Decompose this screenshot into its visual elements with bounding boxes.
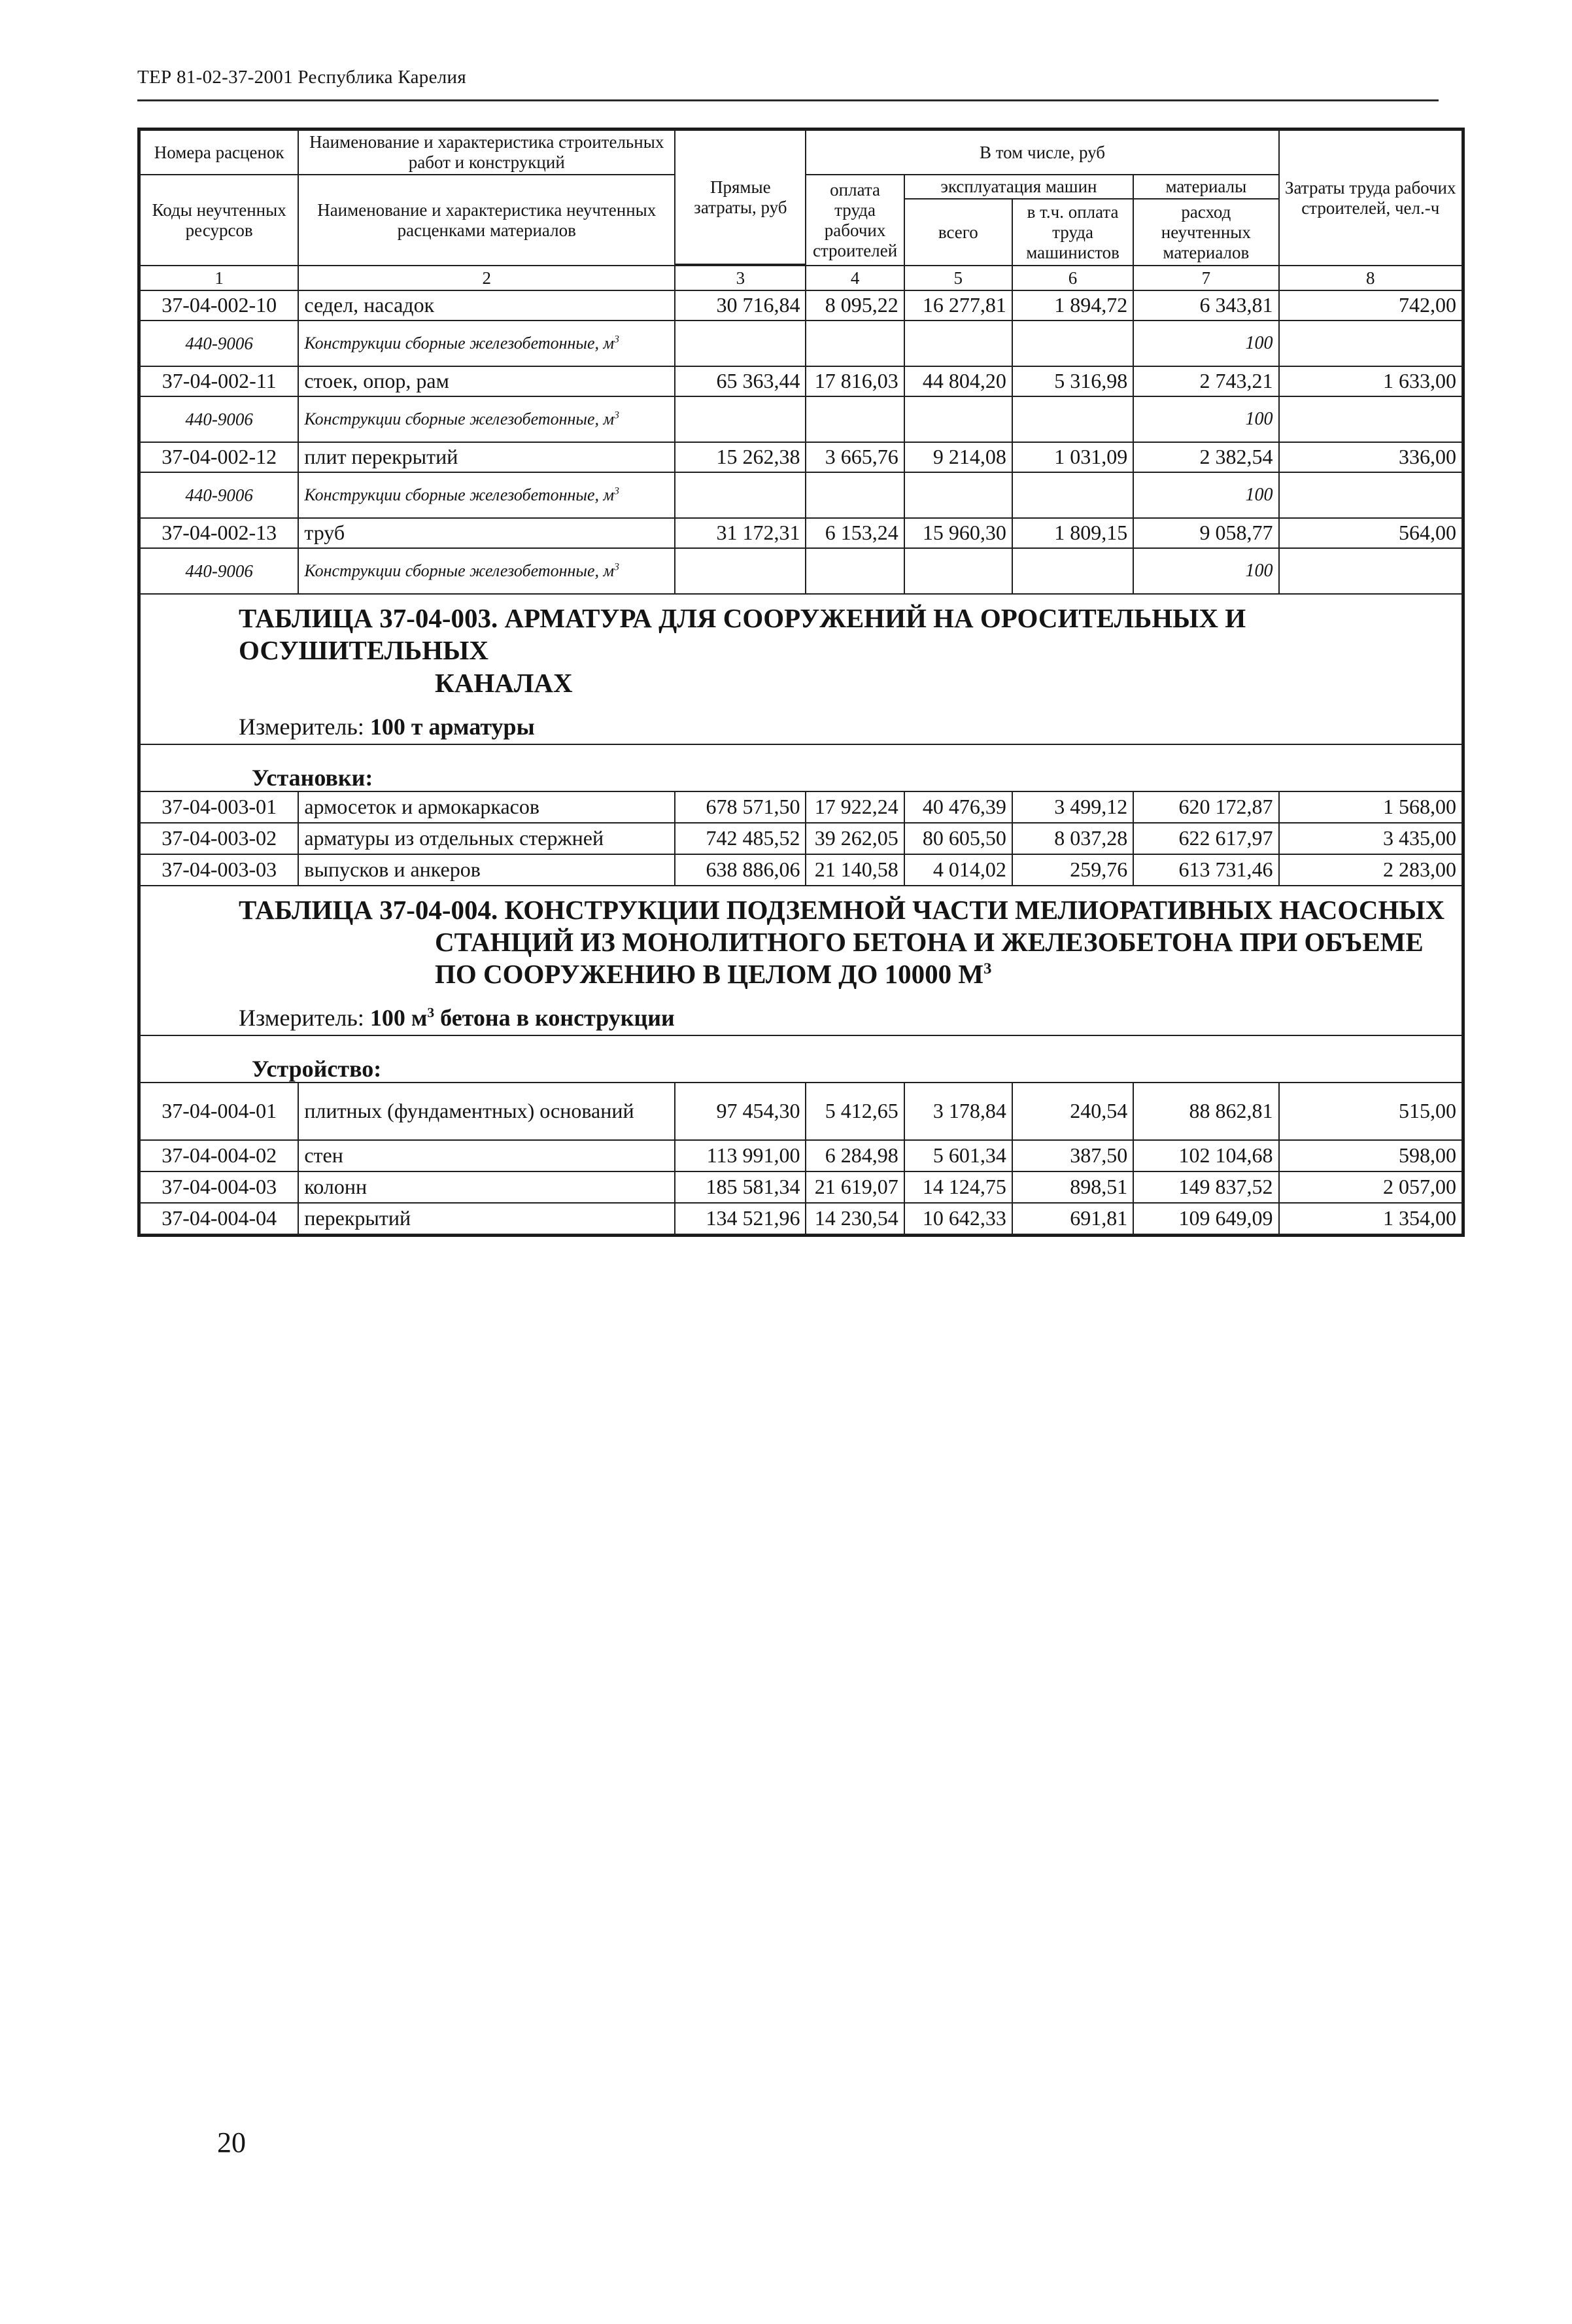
table4-title bbox=[140, 886, 1462, 991]
machines-pay: 1 031,09 bbox=[1012, 442, 1133, 472]
col-num: 4 bbox=[806, 266, 904, 290]
table-row bbox=[140, 823, 1462, 854]
labor-pay: 39 262,05 bbox=[806, 823, 904, 854]
labor-hours: 598,00 bbox=[1279, 1140, 1462, 1171]
table-row bbox=[140, 290, 1462, 321]
table-row bbox=[140, 518, 1462, 548]
rates-table bbox=[139, 130, 1463, 1235]
superscript: 3 bbox=[614, 561, 619, 573]
materials: 2 382,54 bbox=[1133, 442, 1278, 472]
table4-title-line1: ТАБЛИЦА 37-04-004. КОНСТРУКЦИИ ПОДЗЕМНОЙ ЧАСТИ МЕЛИОРАТИВНЫХ НАСОСНЫХ bbox=[239, 894, 1445, 925]
labor-pay: 3 665,76 bbox=[806, 442, 904, 472]
table-row bbox=[140, 1203, 1462, 1234]
table3-meter-row bbox=[140, 699, 1462, 744]
machines-total: 40 476,39 bbox=[904, 791, 1012, 823]
labor-hours: 1 633,00 bbox=[1279, 366, 1462, 396]
table-row bbox=[140, 442, 1462, 472]
direct-cost: 65 363,44 bbox=[675, 366, 806, 396]
meter-value: 100 т арматуры bbox=[369, 713, 535, 740]
direct-cost: 134 521,96 bbox=[675, 1203, 806, 1234]
rates-sheet bbox=[137, 128, 1465, 1237]
machines-pay: 1 894,72 bbox=[1012, 290, 1133, 321]
table4-section: Устройство: bbox=[140, 1035, 1462, 1083]
labor-hours: 336,00 bbox=[1279, 442, 1462, 472]
resource-code: 440-9006 bbox=[140, 472, 298, 518]
resource-name bbox=[298, 396, 675, 442]
machines-pay: 240,54 bbox=[1012, 1083, 1133, 1140]
direct-cost: 15 262,38 bbox=[675, 442, 806, 472]
materials: 2 743,21 bbox=[1133, 366, 1278, 396]
col-num: 5 bbox=[904, 266, 1012, 290]
table-row bbox=[140, 366, 1462, 396]
labor-hours: 564,00 bbox=[1279, 518, 1462, 548]
labor-pay: 17 922,24 bbox=[806, 791, 904, 823]
superscript: 3 bbox=[614, 409, 619, 421]
col-labor-pay: оплата труда рабочих строителей bbox=[806, 175, 904, 266]
table4-section-row bbox=[140, 1035, 1462, 1083]
col-machines: эксплуатация машин bbox=[904, 175, 1134, 199]
resource-name-text: Конструкции сборные железобетонные, м bbox=[304, 409, 615, 428]
resource-row bbox=[140, 396, 1462, 442]
labor-pay: 5 412,65 bbox=[806, 1083, 904, 1140]
labor-hours: 1 354,00 bbox=[1279, 1203, 1462, 1234]
resource-row bbox=[140, 472, 1462, 518]
table4-title-line2: СТАНЦИЙ ИЗ МОНОЛИТНОГО БЕТОНА И ЖЕЛЕЗОБЕТОНА ПРИ ОБЪЕМЕ bbox=[435, 926, 1424, 957]
table3-section: Установки: bbox=[140, 744, 1462, 791]
table-row bbox=[140, 854, 1462, 886]
col-materials-sub: расход неучтенных материалов bbox=[1133, 199, 1278, 266]
resource-name-text: Конструкции сборные железобетонные, м bbox=[304, 333, 615, 353]
superscript: 3 bbox=[427, 1005, 435, 1021]
machines-total: 44 804,20 bbox=[904, 366, 1012, 396]
table4-title-line3 bbox=[239, 958, 1451, 990]
machines-pay: 898,51 bbox=[1012, 1171, 1133, 1203]
rate-code: 37-04-003-02 bbox=[140, 823, 298, 854]
meter-value-a: 100 м bbox=[369, 1005, 428, 1032]
col-name-bottom: Наименование и характеристика неучтенных расценками материалов bbox=[298, 175, 675, 266]
machines-total: 10 642,33 bbox=[904, 1203, 1012, 1234]
labor-hours: 742,00 bbox=[1279, 290, 1462, 321]
labor-hours: 1 568,00 bbox=[1279, 791, 1462, 823]
superscript: 3 bbox=[983, 960, 992, 978]
col-codes-top: Номера расценок bbox=[140, 130, 298, 175]
table-row bbox=[140, 1083, 1462, 1140]
rate-code: 37-04-002-12 bbox=[140, 442, 298, 472]
col-direct: Прямые затраты, руб bbox=[675, 130, 806, 264]
meter-value-b: бетона в конструкции bbox=[434, 1005, 675, 1032]
direct-cost: 31 172,31 bbox=[675, 518, 806, 548]
labor-pay: 21 619,07 bbox=[806, 1171, 904, 1203]
resource-code: 440-9006 bbox=[140, 548, 298, 594]
table4-meter-row bbox=[140, 990, 1462, 1035]
col-num: 1 bbox=[140, 266, 298, 290]
table3-title-line2: КАНАЛАХ bbox=[435, 667, 573, 698]
machines-pay: 259,76 bbox=[1012, 854, 1133, 886]
rate-name: перекрытий bbox=[298, 1203, 675, 1234]
machines-total: 16 277,81 bbox=[904, 290, 1012, 321]
labor-hours: 3 435,00 bbox=[1279, 823, 1462, 854]
col-num: 8 bbox=[1279, 266, 1462, 290]
resource-name-text: Конструкции сборные железобетонные, м bbox=[304, 561, 615, 580]
labor-hours: 2 283,00 bbox=[1279, 854, 1462, 886]
rate-code: 37-04-004-04 bbox=[140, 1203, 298, 1234]
header-rule bbox=[137, 99, 1439, 101]
table-row bbox=[140, 791, 1462, 823]
rate-name: плитных (фундаментных) оснований bbox=[298, 1083, 675, 1140]
col-materials: материалы bbox=[1133, 175, 1278, 199]
machines-total: 4 014,02 bbox=[904, 854, 1012, 886]
col-incl: В том числе, руб bbox=[806, 130, 1278, 175]
direct-cost: 97 454,30 bbox=[675, 1083, 806, 1140]
table3-title bbox=[140, 594, 1462, 699]
machines-pay: 1 809,15 bbox=[1012, 518, 1133, 548]
labor-pay: 6 153,24 bbox=[806, 518, 904, 548]
materials: 9 058,77 bbox=[1133, 518, 1278, 548]
rate-code: 37-04-002-11 bbox=[140, 366, 298, 396]
col-codes-bottom: Коды неучтенных ресурсов bbox=[140, 175, 298, 266]
resource-name bbox=[298, 472, 675, 518]
table3-title-line1: ТАБЛИЦА 37-04-003. АРМАТУРА ДЛЯ СООРУЖЕНИЙ НА ОРОСИТЕЛЬНЫХ И ОСУШИТЕЛЬНЫХ bbox=[239, 603, 1246, 666]
labor-pay: 17 816,03 bbox=[806, 366, 904, 396]
direct-cost: 185 581,34 bbox=[675, 1171, 806, 1203]
machines-total: 80 605,50 bbox=[904, 823, 1012, 854]
direct-cost: 678 571,50 bbox=[675, 791, 806, 823]
machines-pay: 8 037,28 bbox=[1012, 823, 1133, 854]
meter-label: Измеритель: bbox=[239, 1005, 364, 1032]
resource-name-text: Конструкции сборные железобетонные, м bbox=[304, 485, 615, 504]
table-row bbox=[140, 1140, 1462, 1171]
table3-meter bbox=[140, 699, 1462, 744]
rate-name: стен bbox=[298, 1140, 675, 1171]
superscript: 3 bbox=[614, 485, 619, 497]
rate-name: армосеток и армокаркасов bbox=[298, 791, 675, 823]
meter-value bbox=[370, 1005, 675, 1031]
machines-total: 5 601,34 bbox=[904, 1140, 1012, 1171]
page-number: 20 bbox=[217, 2126, 246, 2159]
labor-hours: 515,00 bbox=[1279, 1083, 1462, 1140]
col-num: 6 bbox=[1012, 266, 1133, 290]
rate-code: 37-04-003-01 bbox=[140, 791, 298, 823]
machines-total: 14 124,75 bbox=[904, 1171, 1012, 1203]
machines-total: 3 178,84 bbox=[904, 1083, 1012, 1140]
machines-pay: 3 499,12 bbox=[1012, 791, 1133, 823]
materials: 88 862,81 bbox=[1133, 1083, 1278, 1140]
labor-pay: 21 140,58 bbox=[806, 854, 904, 886]
table3-title-row bbox=[140, 594, 1462, 699]
resource-row bbox=[140, 548, 1462, 594]
resource-name bbox=[298, 548, 675, 594]
table-row bbox=[140, 1171, 1462, 1203]
labor-hours: 2 057,00 bbox=[1279, 1171, 1462, 1203]
direct-cost: 30 716,84 bbox=[675, 290, 806, 321]
direct-cost: 638 886,06 bbox=[675, 854, 806, 886]
table4-title-row bbox=[140, 886, 1462, 991]
resource-qty: 100 bbox=[1133, 321, 1278, 366]
col-name-top: Наименование и характеристика строительных работ и конструкций bbox=[298, 130, 675, 175]
materials: 109 649,09 bbox=[1133, 1203, 1278, 1234]
table4-title-line3-text: ПО СООРУЖЕНИЮ В ЦЕЛОМ ДО 10000 М bbox=[435, 959, 984, 990]
labor-pay: 8 095,22 bbox=[806, 290, 904, 321]
resource-qty: 100 bbox=[1133, 396, 1278, 442]
resource-row bbox=[140, 321, 1462, 366]
col-num: 2 bbox=[298, 266, 675, 290]
resource-code: 440-9006 bbox=[140, 321, 298, 366]
col-machines-total: всего bbox=[904, 199, 1012, 266]
materials: 6 343,81 bbox=[1133, 290, 1278, 321]
machines-pay: 387,50 bbox=[1012, 1140, 1133, 1171]
materials: 102 104,68 bbox=[1133, 1140, 1278, 1171]
rate-name: плит перекрытий bbox=[298, 442, 675, 472]
col-num: 7 bbox=[1133, 266, 1278, 290]
resource-qty: 100 bbox=[1133, 548, 1278, 594]
resource-qty: 100 bbox=[1133, 472, 1278, 518]
col-labor-cost: Затраты труда рабочих строителей, чел.-ч bbox=[1279, 130, 1462, 266]
machines-pay: 691,81 bbox=[1012, 1203, 1133, 1234]
column-numbers-row bbox=[140, 266, 1462, 290]
materials: 620 172,87 bbox=[1133, 791, 1278, 823]
running-header: ТЕР 81-02-37-2001 Республика Карелия bbox=[137, 67, 467, 88]
machines-total: 15 960,30 bbox=[904, 518, 1012, 548]
direct-cost: 742 485,52 bbox=[675, 823, 806, 854]
col-machines-pay: в т.ч. оплата труда машинистов bbox=[1012, 199, 1133, 266]
meter-label: Измеритель: bbox=[239, 713, 364, 740]
materials: 622 617,97 bbox=[1133, 823, 1278, 854]
rate-name: колонн bbox=[298, 1171, 675, 1203]
table4-meter bbox=[140, 990, 1462, 1035]
rate-code: 37-04-004-01 bbox=[140, 1083, 298, 1140]
machines-pay: 5 316,98 bbox=[1012, 366, 1133, 396]
resource-name bbox=[298, 321, 675, 366]
table3-section-row bbox=[140, 744, 1462, 791]
resource-code: 440-9006 bbox=[140, 396, 298, 442]
labor-pay: 14 230,54 bbox=[806, 1203, 904, 1234]
direct-cost: 113 991,00 bbox=[675, 1140, 806, 1171]
rate-code: 37-04-003-03 bbox=[140, 854, 298, 886]
labor-pay: 6 284,98 bbox=[806, 1140, 904, 1171]
rate-name: труб bbox=[298, 518, 675, 548]
materials: 613 731,46 bbox=[1133, 854, 1278, 886]
col-num: 3 bbox=[675, 266, 806, 290]
rate-name: выпусков и анкеров bbox=[298, 854, 675, 886]
rate-code: 37-04-002-10 bbox=[140, 290, 298, 321]
rate-name: седел, насадок bbox=[298, 290, 675, 321]
rate-code: 37-04-004-02 bbox=[140, 1140, 298, 1171]
materials: 149 837,52 bbox=[1133, 1171, 1278, 1203]
superscript: 3 bbox=[614, 334, 619, 345]
rate-name: арматуры из отдельных стержней bbox=[298, 823, 675, 854]
rate-code: 37-04-002-13 bbox=[140, 518, 298, 548]
machines-total: 9 214,08 bbox=[904, 442, 1012, 472]
rate-code: 37-04-004-03 bbox=[140, 1171, 298, 1203]
rate-name: стоек, опор, рам bbox=[298, 366, 675, 396]
